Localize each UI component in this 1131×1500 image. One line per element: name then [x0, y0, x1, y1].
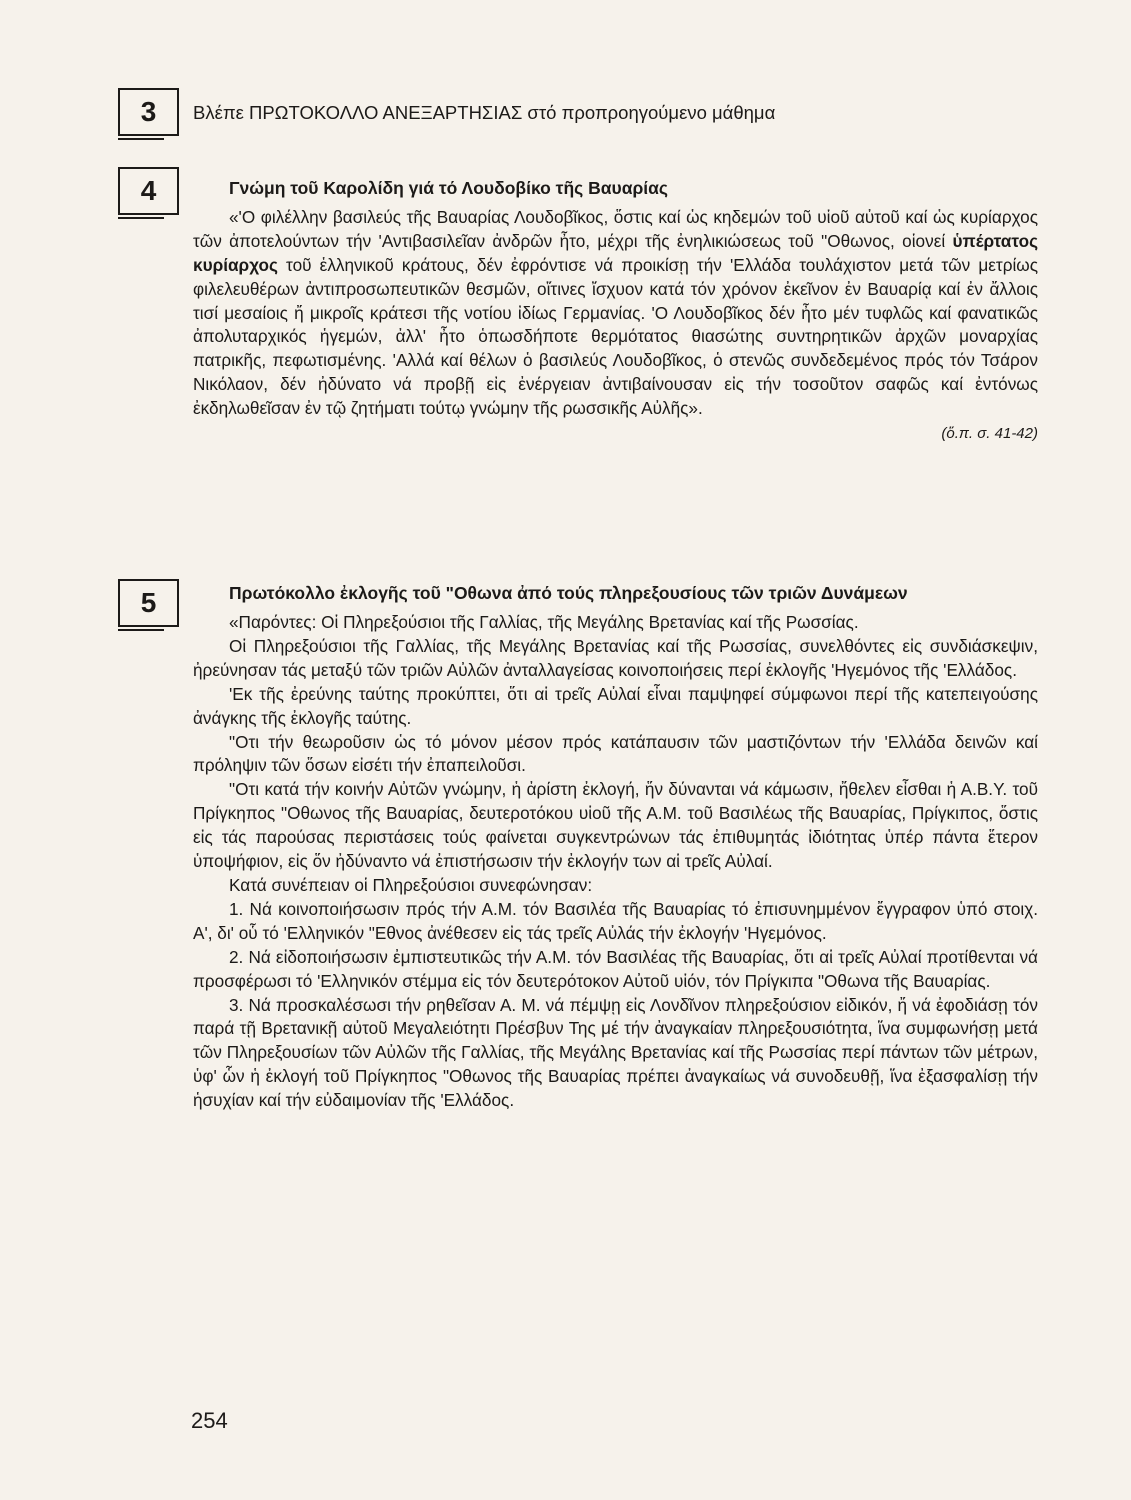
- item-4-title: Γνώμη τοῦ Καρολίδη γιά τό Λουδοβίκο τῆς Βαυαρίας: [229, 178, 669, 198]
- protocol-paragraph: Κατά συνέπειαν οἱ Πληρεξούσιοι συνεφώνησαν:: [229, 874, 593, 895]
- quote-text-start: «'Ο φιλέλλην βασιλεύς τῆς Βαυαρίας Λουδοβῖκος, ὅστις καί ὡς κηδεμών τοῦ υἱοῦ αὐτοῦ καί ὡς κυρίαρχος τῶν ἀποτελούντων τήν 'Αντιβασιλεῖαν ἀνδρῶν ἦτο, μέχρι τῆς ἐνηλικιώσεως τοῦ "Οθωνος, οἱονεί: [193, 206, 1038, 251]
- page-number: 254: [191, 1408, 228, 1433]
- protocol-paragraph: «Παρόντες: Οἱ Πληρεξούσιοι τῆς Γαλλίας, τῆς Μεγάλης Βρετανίας καί τῆς Ρωσσίας.: [229, 612, 859, 632]
- protocol-paragraph: 'Εκ τῆς ἐρεύνης ταύτης προκύπτει, ὅτι αἱ τρεῖς Αὐλαί εἶναι παμψηφεί σύμφωνοι περί τῆς κατεπειγούσης ἀνάγκης τῆς ἐκλογῆς ταύτης.: [193, 683, 1038, 728]
- item-4-number: 4: [140, 175, 157, 206]
- item-4-section: [193, 177, 1038, 445]
- protocol-paragraph: Οἱ Πληρεξούσιοι τῆς Γαλλίας, τῆς Μεγάλης Βρετανίας καί τῆς Ρωσσίας, συνελθόντες εἰς συνδιάσκεψιν, ἠρεύνησαν τάς μεταξύ τῶν τριῶν Αὐλῶν ἀνταλλαγείσας κοινοποιήσεις περί ἐκλογῆς 'Ηγεμόνος τῆς 'Ελλάδος.: [193, 635, 1038, 680]
- item-3-number: 3: [140, 96, 157, 127]
- protocol-paragraph: 2. Νά εἰδοποιήσωσιν ἐμπιστευτικῶς τήν Α.Μ. τόν Βασιλέας τῆς Βαυαρίας, ὅτι αἱ τρεῖς Αὐλαί προτίθενται νά προσφέρωσι τό 'Ελληνικόν στέμμα εἰς τόν δευτερότοκον Αὐτοῦ υἱόν, τόν Πρίγκιπα "Οθωνα τῆς Βαυαρίας.: [193, 946, 1038, 991]
- protocol-paragraph: 3. Νά προσκαλέσωσι τήν ρηθεῖσαν Α. Μ. νά πέμψῃ εἰς Λονδῖνον πληρεξούσιον εἰδικόν, ἤ νά ἐφοδιάσῃ τόν παρά τῇ Βρετανικῇ αὐτοῦ Μεγαλειότητι Πρέσβυν Της μέ τήν ἀναγκαίαν πληρεξουσιότητα, ἵνα συμφωνήσῃ μετά τῶν Πληρεξουσίων τῶν Αὐλῶν τῆς Γαλλίας, τῆς Μεγάλης Βρετανίας καί τῆς Ρωσσίας περί πάντων τῶν μέτρων, ὑφ' ὧν ἡ ἐκλογή τοῦ Πρίγκηπος "Οθωνος τῆς Βαυαρίας πρέπει ἀναγκαίως νά συνοδευθῇ, ἵνα ἐξασφαλίσῃ τήν ἡσυχίαν καί τήν εὐδαιμονίαν τῆς 'Ελλάδος.: [193, 994, 1038, 1111]
- item-4-citation: (ὅ.π. σ. 41-42): [941, 425, 1038, 443]
- item-5-section: [193, 581, 1038, 1113]
- protocol-paragraph: "Οτι κατά τήν κοινήν Αὐτῶν γνώμην, ἡ ἀρίστη ἐκλογή, ἥν δύνανται νά κάμωσιν, ἤθελεν εἶσθαι ἡ Α.Β.Υ. τοῦ Πρίγκηπος "Οθωνος τῆς Βαυαρίας, δευτεροτόκου υἱοῦ τῆς Α.Μ. τοῦ Βασιλέως τῆς Βαυαρίας, Πρίγκιπος, ὅστις εἰς τάς παρούσας περιστάσεις τούς φαίνεται συγκεντρώνων τάς ἐπιθυμητάς ἰδιότητας ὑπέρ πάντα ἕτερον ὑποψήφιον, εἰς ὅν ἠδύναντο νά ἐπιστήσωσιν τήν ἐκλογήν των αἱ τρεῖς Αὐλαί.: [193, 779, 1038, 872]
- protocol-paragraph: "Οτι τήν θεωροῦσιν ὡς τό μόνον μέσον πρός κατάπαυσιν τῶν μαστιζόντων τήν 'Ελλάδα δεινῶν καί πρόληψιν τῶν ὅσων εἰσέτι τήν ἐπαπειλοῦσι.: [193, 731, 1038, 776]
- item-5-number: 5: [140, 587, 157, 618]
- item-4-quote: [193, 206, 1038, 421]
- item-4-number-box: [118, 167, 179, 215]
- item-5-title: Πρωτόκολλο ἐκλογῆς τοῦ "Οθωνα ἀπό τούς πληρεξουσίους τῶν τριῶν Δυνάμεων: [229, 583, 908, 603]
- item-3-text: Βλέπε ΠΡΩΤΟΚΟΛΛΟ ΑΝΕΞΑΡΤΗΣΙΑΣ στό προπροηγούμενο μάθημα: [193, 102, 776, 123]
- item-3-number-box: [118, 88, 179, 136]
- quote-text-end: τοῦ ἑλληνικοῦ κράτους, δέν ἐφρόντισε νά προικίσῃ τήν 'Ελλάδα τουλάχιστον μετά τῶν μετρίως φιλελευθέρων ἀντιπροσωπευτικῶν θεσμῶν, οἵτινες ἴσχυον κατά τόν χρόνον ἐκεῖνον ἐν Βαυαρίᾳ καί ἐν ἄλλοις τισί μεσαίοις ἤ μικροῖς κράτεσι τῆς νοτίου ἰδίως Γερμανίας. 'Ο Λουδοβῖκος δέν ἦτο μέν τυφλῶς καί φανατικῶς ἀπολυταρχικός ἡγεμών, ἀλλ' ἦτο ὁπωσδήποτε θερμότατος θιασώτης συντηρητικῶν ἀρχῶν μοναρχίας πατρικῆς, πεφωτισμένης. 'Αλλά καί θέλων ὁ βασιλεύς Λουδοβῖκος, ὁ στενῶς συνδεδεμένος πρός τόν Τσάρον Νικόλαον, δέν ἠδύνατο νά προβῇ εἰς ἐνέργειαν ἀντιβαίνουσαν εἰς τήν τοσοῦτον σαφῶς καί ἐντόνως ἐκδηλωθεῖσαν ἐν τῷ ζητήματι τούτῳ γνώμην τῆς ρωσσικῆς Αὐλῆς».: [193, 254, 1038, 419]
- item-5-number-box: [118, 579, 179, 627]
- protocol-paragraph: 1. Νά κοινοποιήσωσιν πρός τήν Α.Μ. τόν Βασιλέα τῆς Βαυαρίας τό ἐπισυνημμένον ἔγγραφον ὑπό στοιχ. Α', δι' οὗ τό 'Ελληνικόν "Εθνος ἀνέθεσεν εἰς τάς τρεῖς Αὐλάς τήν ἐκλογήν 'Ηγεμόνος.: [193, 898, 1038, 943]
- quote-bold-phrase: ὑπέρτατος κυρίαρχος: [193, 230, 1039, 275]
